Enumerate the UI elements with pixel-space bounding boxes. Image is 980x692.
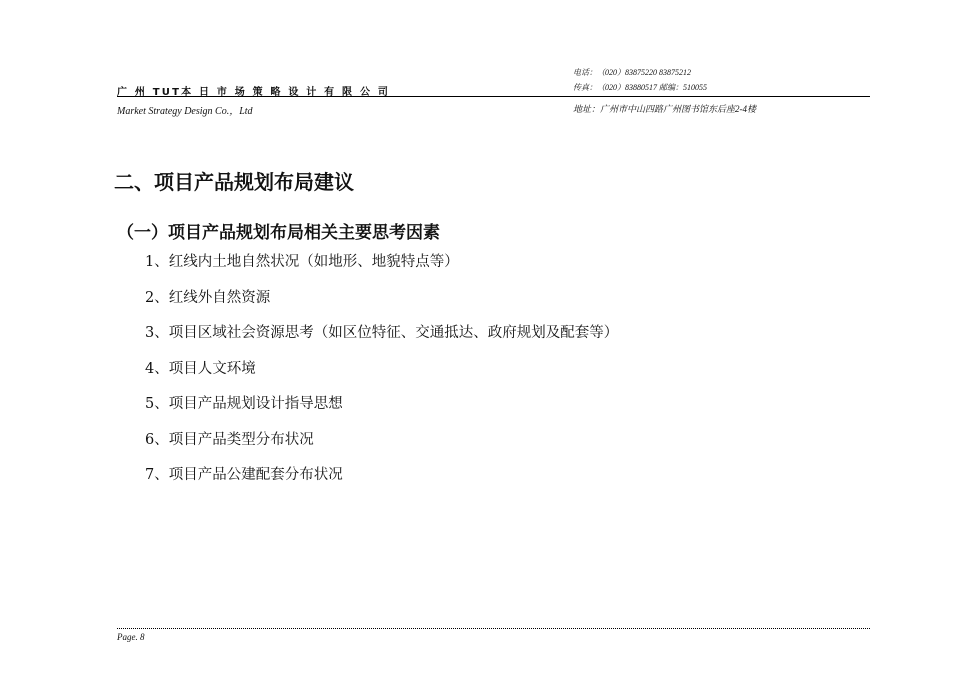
header-divider (117, 96, 870, 97)
factor-item: 3、项目区域社会资源思考（如区位特征、交通抵达、政府规划及配套等） (145, 325, 619, 341)
factor-list (145, 251, 618, 500)
page-number: Page. 8 (117, 632, 145, 642)
header-address: 地址：广州市中山四路广州图书馆东后座2-4楼 (573, 104, 756, 114)
factor-item: 6、项目产品类型分布状况 (145, 431, 314, 448)
header-fax-postcode: 传真：（020）83880517 邮编：510055 (573, 83, 707, 92)
footer-divider (117, 628, 870, 629)
subsection-title: （一）项目产品规划布局相关主要思考因素 (117, 223, 440, 243)
factor-item: 5、项目产品规划设计指导思想 (145, 396, 343, 412)
header-phone: 电话：（020）83875220 83875212 (573, 68, 691, 77)
factor-item: 4、项目人文环境 (145, 360, 256, 377)
factor-item: 2、红线外自然资源 (145, 289, 271, 306)
factor-item: 1、红线内土地自然状况（如地形、地貌特点等） (145, 254, 459, 270)
section-title: 二、项目产品规划布局建议 (114, 170, 354, 194)
company-name: 广 州 TUT本 日 市 场 策 略 设 计 有 限 公 司 (117, 87, 391, 98)
factor-item: 7、项目产品公建配套分布状况 (145, 467, 343, 483)
company-name-english: Market Strategy Design Co.，Ltd (117, 106, 253, 117)
